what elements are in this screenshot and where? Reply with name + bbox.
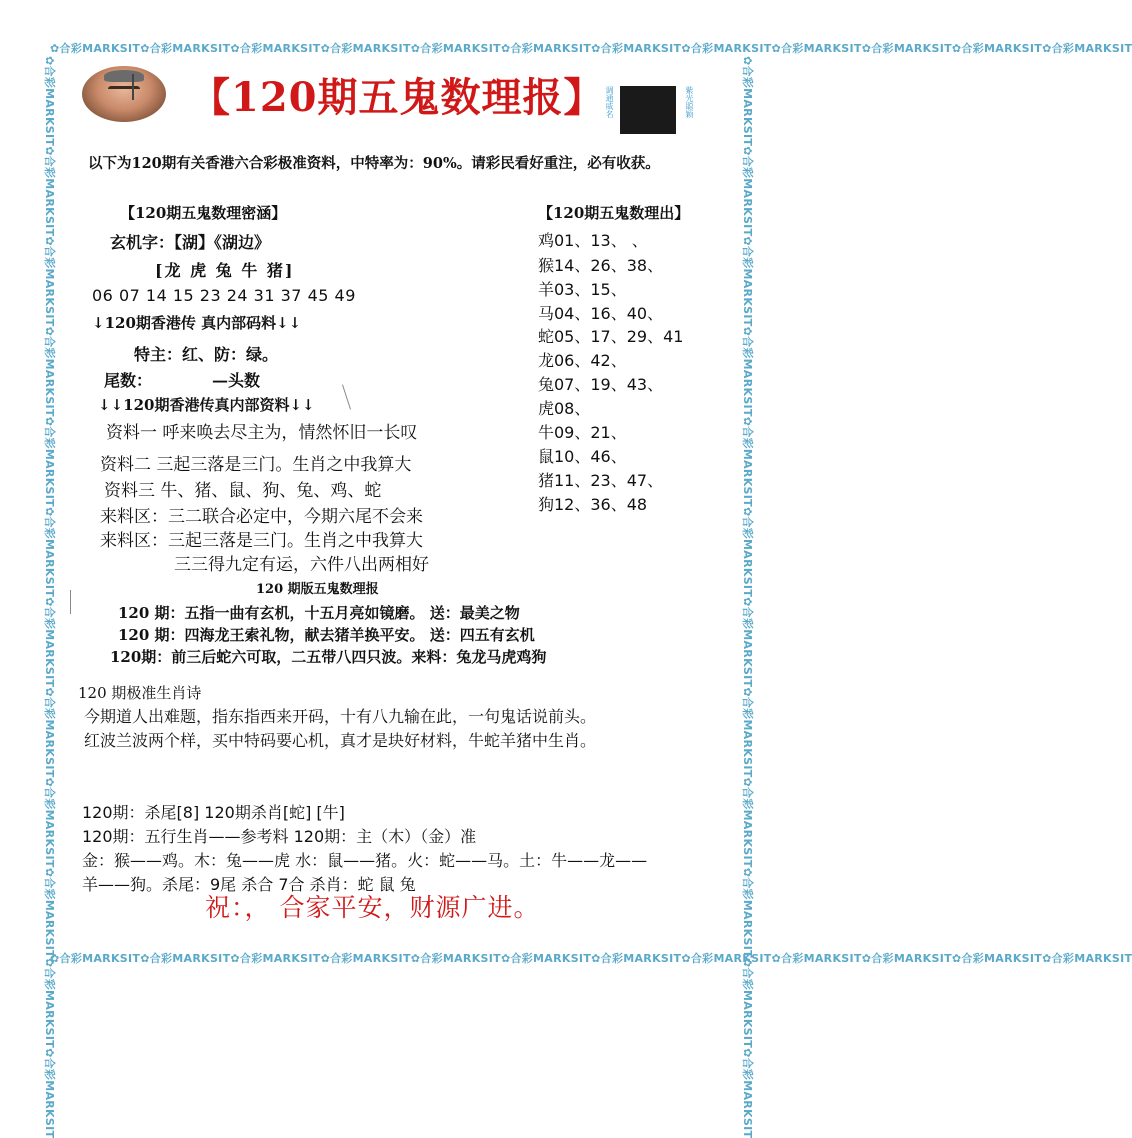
- zodiac-row: 兔07、19、43、: [538, 375, 664, 394]
- qr-code-block: [600, 80, 730, 140]
- special-line: 特主：红、防：绿。: [134, 345, 279, 364]
- numbers-line: 06 07 14 15 23 24 31 37 45 49: [92, 286, 356, 305]
- zodiac-row: 马04、16、40、: [538, 304, 664, 323]
- wuxing-line: 120期：五行生肖——参考料 120期：主（木）（金）准: [82, 827, 477, 846]
- section3-heading: 120 期极准生肖诗: [78, 684, 202, 702]
- border-left-text: ✿合彩MARKSIT✿合彩MARKSIT✿合彩MARKSIT✿合彩MARKSIT✿合彩MARKSIT✿合彩MARKSIT✿合彩MARKSIT✿合彩MARKSIT✿合彩MARKSIT✿合彩MARKSIT✿合彩MARKSIT✿合彩MARKSIT: [43, 56, 56, 1138]
- zone-3: 三三得九定有运，六件八出两相好: [174, 555, 429, 575]
- portrait-photo: [82, 66, 166, 122]
- handwriting-mark: [70, 590, 71, 614]
- xuanji-line: 玄机字：【湖】《湖边》: [110, 233, 271, 252]
- qr-code-icon: [620, 86, 676, 134]
- elements-line: 金：猴——鸡。木：兔——虎 水：鼠——猪。火：蛇——马。土：牛——龙——: [82, 851, 648, 870]
- zodiac-row: 蛇05、17、29、41: [538, 327, 684, 346]
- section2-line-3: 120期：前三后蛇六可取，二五带八四只波。来料：兔龙马虎鸡狗: [110, 648, 547, 666]
- info-3: 资料三 牛、猪、鼠、狗、兔、鸡、蛇: [104, 481, 382, 501]
- zone-1: 来料区：三二联合必定中，今期六尾不会来: [100, 507, 423, 527]
- poem-line-1: 今期道人出难题，指东指西来开码，十有八九输在此，一句鬼话说前头。: [84, 707, 597, 726]
- info-1: 资料一 呼来唤去尽主为，情然怀旧一长叹: [106, 423, 418, 443]
- border-right-text: ✿合彩MARKSIT✿合彩MARKSIT✿合彩MARKSIT✿合彩MARKSIT✿合彩MARKSIT✿合彩MARKSIT✿合彩MARKSIT✿合彩MARKSIT✿合彩MARKSIT✿合彩MARKSIT✿合彩MARKSIT✿合彩MARKSIT: [741, 56, 754, 1138]
- hk-info-line: ↓↓120期香港传真内部资料↓↓: [98, 396, 315, 414]
- zodiac-row: 虎08、: [538, 399, 591, 418]
- right-heading: 【120期五鬼数理出】: [538, 204, 690, 222]
- zodiac-row: 龙06、42、: [538, 351, 627, 370]
- zodiac-row: 羊03、15、: [538, 280, 627, 299]
- kill-line: 120期：杀尾[8] 120期杀肖[蛇] [牛]: [82, 803, 345, 822]
- hk-code-line: ↓120期香港传 真内部码料↓↓: [92, 314, 302, 332]
- tail-label: 尾数：: [104, 371, 153, 390]
- zodiac-row: 鼠10、46、: [538, 447, 627, 466]
- animals-line: [龙 虎 兔 牛 猪]: [155, 261, 295, 280]
- left-heading: 【120期五鬼数理密涵】: [120, 204, 287, 222]
- qr-right-caption: 紫光聪颖: [685, 86, 694, 118]
- zodiac-row: 猴14、26、38、: [538, 256, 664, 275]
- tail-value: —头数: [212, 371, 261, 390]
- divider-mark: [132, 74, 134, 100]
- poem-line-2: 红波兰波两个样，买中特码要心机，真才是块好材料，牛蛇羊猪中生肖。: [84, 731, 597, 750]
- section2-line-1: 120 期：五指一曲有玄机，十五月亮如镜磨。 送：最美之物: [118, 604, 520, 622]
- border-bottom-text: ✿合彩MARKSIT✿合彩MARKSIT✿合彩MARKSIT✿合彩MARKSIT✿合彩MARKSIT✿合彩MARKSIT✿合彩MARKSIT✿合彩MARKSIT✿合彩MARKSIT✿合彩MARKSIT✿合彩MARKSIT✿合彩MARKSIT: [50, 952, 1132, 965]
- qr-left-caption: 调通威名: [605, 86, 614, 118]
- elements-line-2: 羊——狗。杀尾：9尾 杀合 7合 杀肖：蛇 鼠 兔: [82, 875, 416, 894]
- section2-line-2: 120 期：四海龙王索礼物，献去猪羊换平安。 送：四五有玄机: [118, 626, 535, 644]
- border-top-text: ✿合彩MARKSIT✿合彩MARKSIT✿合彩MARKSIT✿合彩MARKSIT✿合彩MARKSIT✿合彩MARKSIT✿合彩MARKSIT✿合彩MARKSIT✿合彩MARKSIT✿合彩MARKSIT✿合彩MARKSIT✿合彩MARKSIT: [50, 42, 1132, 55]
- info-2: 资料二 三起三落是三门。生肖之中我算大: [100, 455, 412, 475]
- zodiac-row: 牛09、21、: [538, 423, 627, 442]
- zodiac-row: 狗12、36、48: [538, 495, 648, 514]
- zodiac-row: 猪11、23、47、: [538, 471, 664, 490]
- intro-paragraph: 以下为120期有关香港六合彩极准资料，中特率为：90%。请彩民看好重注，必有收获。: [88, 155, 660, 172]
- page-title: 【120期五鬼数理报】: [190, 74, 605, 121]
- section2-heading: 120 期版五鬼数理报: [256, 582, 379, 597]
- zone-2: 来料区：三起三落是三门。生肖之中我算大: [100, 531, 423, 551]
- zodiac-row: 鸡01、13、 、: [538, 231, 648, 250]
- blessing-line: 祝：， 合家平安，财源广进。: [205, 893, 540, 922]
